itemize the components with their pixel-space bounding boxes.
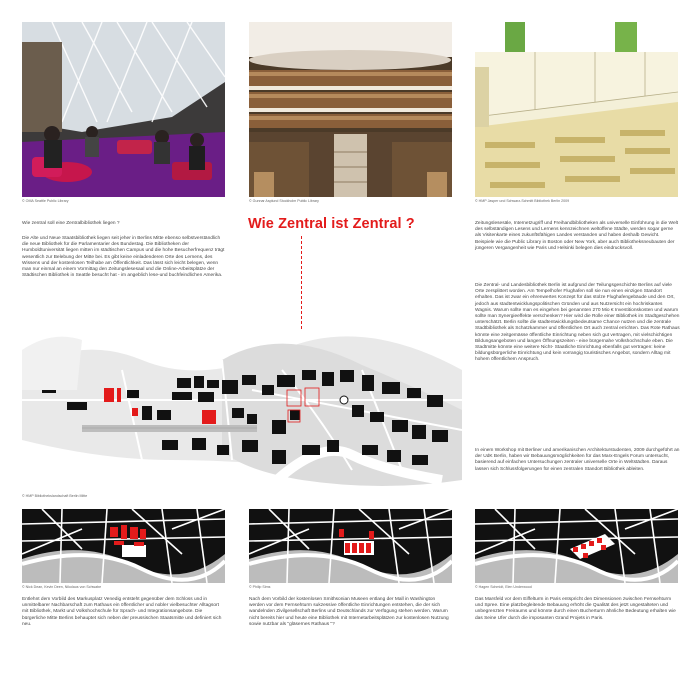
proposal-text-1: Entlehnt dem Vorbild des Markusplatz Venedig entsteht gegenüber dem Schloss und in unmittelbarer Nachbarschaft zum Rathaus ein öffentlicher und nobler vielbesuchter Alltagsort mit Bibliothek, Markt und Volkshochschule für Sprach- und Integrationsangebote. Die bürgerliche Mitte Berlins behauptet sich neben der preussischen Staatsmitte und definiert sich neu. — [22, 597, 222, 627]
right-paragraph-2: Die Zentral- und Landesbibliothek Berlin ist aufgrund der Teilungsgeschichte Berlins auf viele Orte zersplittert worden. Am Tempelhofer Flughafen soll sie nun einen einzigen Standort erhalten. Das ist zwar ein ehrenwertes Konzept für das stolze Flughafengebäude und den Ort, jedoch aus stadtentwicklungspolitischen Gründen und aus Nutzersicht ein hochriskantes Wagnis. Warum sollte man es eingehen bei genannten 270 Mio € Investitionskosten und warum sollte man Synergieeffekte verschenken? Hier wird die Rolle einer Bibliothek im Stadtgeschehen unterschätzt. Berlin sollte die stadtentwicklungsbedeutsame Chance nutzen und die zentrale Stadtbibliothek als Schatzkammer und öffentlichen Ort auch zentral errichten. Das Rote Rathaus könnte eine zeitgemässe öffentliche Einrichtung neben sich gut vertragen, mit vielschichtigen Bildungsangeboten und langen Öffnungszeiten - eine bürgernahe Volkshochschule eben. Die Stadtmitte könnte eine weitere Nicht- Staatliche Einrichtung ebenfalls gut vertragen: keine bildungsbürgerliche Einrichtung und kein vorrangig touristisches Angebot, sondern Alltag mit hohem öffentlichem Anspruch. — [475, 283, 680, 363]
intro-question: Wie zentral soll eine Zentralbibliothek liegen ? — [22, 221, 120, 226]
proposal-text-3: Das Marsfeld vor dem Eiffelturm in Paris entspricht den Dimensionen zwischen Fernsehturm und Spree. Eine platzbegleitende Bebauung erhöht die Qualität des jetzt ungestalteten und unbegrenzten Freiraums und könnte durch einen Bucherturm ähnliche Bedeutung erhalten wie das Seine Ufer durch die imposanten Grand Projets in Paris. — [475, 597, 676, 621]
photo-stockholm-library — [249, 22, 452, 197]
main-site-map — [22, 330, 462, 492]
intro-paragraph: Die Alte und Neue Staatsbibliothek liegen seit jeher in Berlins Mitte ebenso selbstverständlich die neue Bibliothek für die Parlamentarier des Bundestag. Die Bibliotheken der Humboldtuniversität liegen mitten im städtischen Campus und die hohe Besucherfrequenz trägt wesentlich zur Belebung der Mitte bei. Es gibt keine einladenderen Orte des Lernens, des Wissens und der kostenlosen Teilhabe am Öffentlichkeit. Das lässt sich leicht belegen, wenn man nur einmal an einem Vormittag den Zeitungslesesaal und die Online-Arbeitsplätze der Städtischen Bibliothek in Seattle besucht hat - im angeblich lese-und buchfeindlichen Amerika. — [22, 236, 225, 279]
map-credit: © HMP Bibliothekslandschaft Berlin Mitte — [22, 494, 88, 498]
right-paragraph-1: Zeitungslesesäle, Internetzugriff und Freihandbibliotheken als universelle Einführung in die Welt des selbständigen Lesens und Lernens kennzeichnen weltoffene Städte, werden sogar gerne als Visitenkarte eines zukunftsfähigen Landes verstanden und haben deshalb Gewicht. Beispiele wie die Public Library in Boston oder New York, aber auch Bibliotheksneubauten der jüngeren Vergangenheit wie Paris und Helsinki belegen dies eindrucksvoll. — [475, 221, 679, 251]
map-credit: © Philip Sims — [249, 585, 271, 589]
proposal-text-2: Nach dem Vorbild der kostenlosen Smithsonian Museen entlang der Mall in Washington werden vor dem Fernsehturm sukzessive öffentliche Einrichtungen entstehen, die der sich wandelnden Zivilgesellschaft Berlins und Deutschlands zur Verfügung stehen werden. Warum nicht bereits hier und heute eine Bibliothek mit Internetarbeitsplätzen zur kostenlosen Nutzung sowie nutzbar als "gläsernes Rathaus "? — [249, 597, 449, 627]
proposal-map-3 — [475, 509, 678, 583]
right-paragraph-3: In einem Workshop mit Berliner und amerikanischen Architekturstudenten, 2009 durchgeführt an der UdK Berlin, haben wir Bebauungsmöglichkeiten für das Marx-Engels Forum untersucht, basierend auf einfachen Untersuchungen zentraler universelle Orte in Weltstädten. Daraus lassen sich Schlussfolgerungen für einen zentralen Standort Bibliothek ableiten. — [475, 448, 680, 472]
proposal-map-2 — [249, 509, 452, 583]
photo-seattle-library — [22, 22, 225, 197]
photo-credit: © Gunnar Asplund Stockholm Public Library — [249, 199, 319, 203]
photo-credit: © HMP Jasper und Schwarz-Schmitt Bibliothek Berlin 2009 — [475, 199, 570, 203]
photo-berlin-library-render — [475, 22, 678, 197]
map-credit: © Hagen Schmidt, Elen Underwood — [475, 585, 532, 589]
proposal-map-1 — [22, 509, 225, 583]
headline: Wie Zentral ist Zentral ? — [248, 216, 415, 232]
map-credit: © Nick Dean, Kevin Deen, Nikolaus von Schwabe — [22, 585, 102, 589]
photo-credit: © OMA Seattle Public Library — [22, 199, 69, 203]
